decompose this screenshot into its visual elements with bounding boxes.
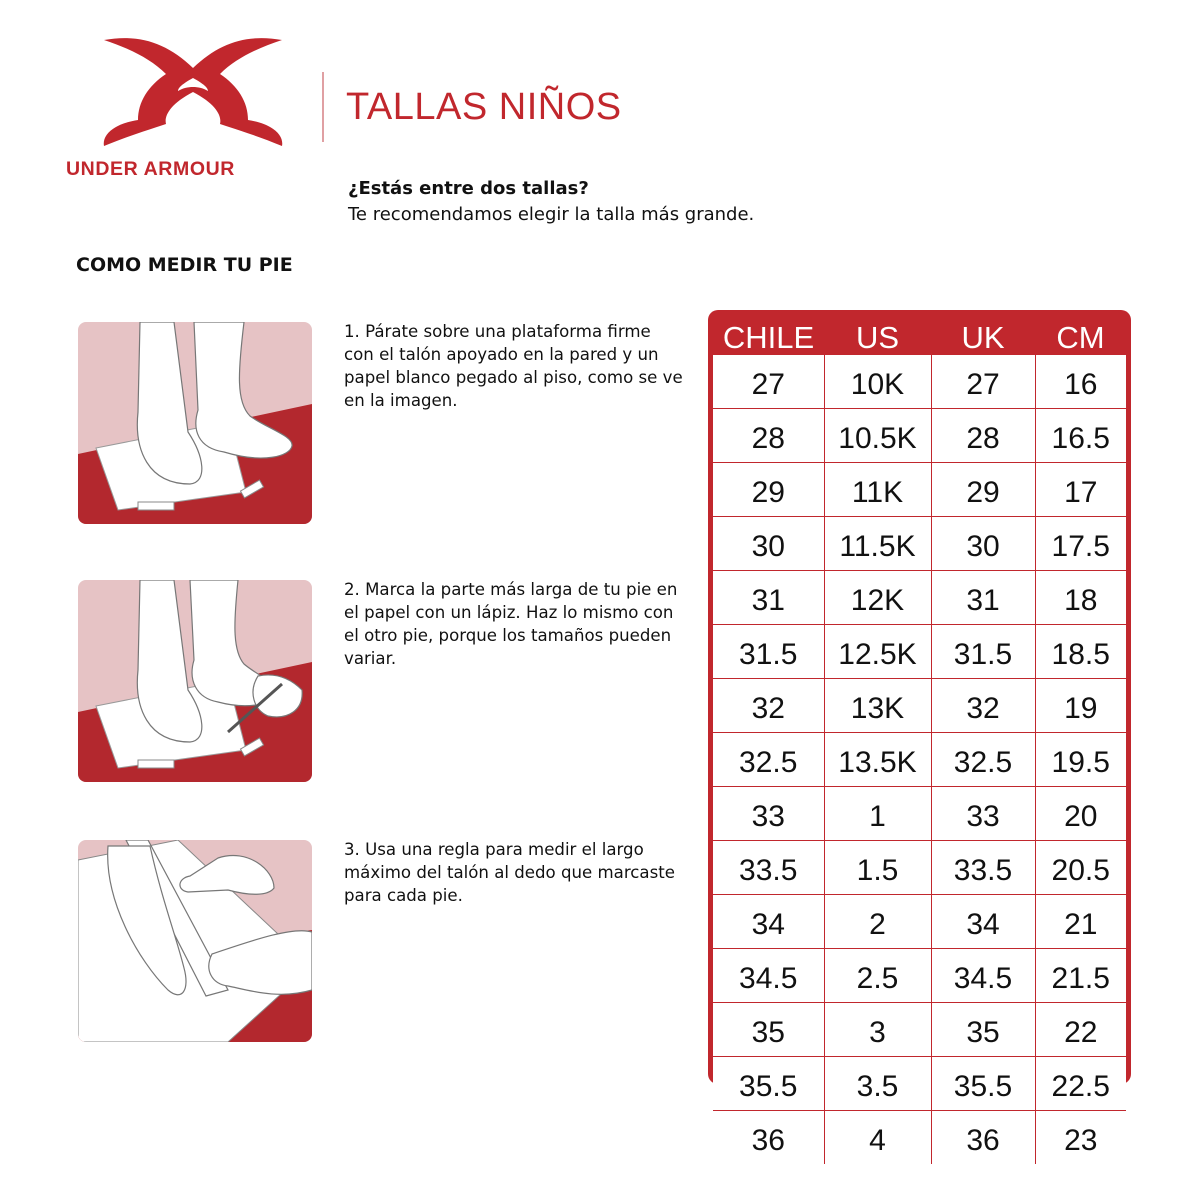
size-cell-us: 12.5K <box>824 625 931 679</box>
size-cell-chile: 33.5 <box>713 841 824 895</box>
size-cell-us: 1.5 <box>824 841 931 895</box>
size-cell-chile: 28 <box>713 409 824 463</box>
size-cell-cm: 21 <box>1035 895 1126 949</box>
header-divider <box>322 72 324 142</box>
table-row <box>713 733 1126 787</box>
size-cell-uk: 30 <box>931 517 1035 571</box>
feet-on-paper-illustration <box>78 322 312 524</box>
size-cell-cm: 17.5 <box>1035 517 1126 571</box>
column-header-chile: CHILE <box>722 320 815 355</box>
size-cell-us: 10K <box>824 355 931 409</box>
howto-heading: COMO MEDIR TU PIE <box>76 254 293 276</box>
column-header-us: US <box>855 320 900 355</box>
mark-foot-with-pencil-illustration <box>78 580 312 782</box>
size-cell-cm: 21.5 <box>1035 949 1126 1003</box>
size-cell-uk: 36 <box>931 1111 1035 1165</box>
size-cell-us: 3 <box>824 1003 931 1057</box>
size-cell-us: 2.5 <box>824 949 931 1003</box>
size-question: ¿Estás entre dos tallas? <box>348 178 589 199</box>
size-cell-cm: 22.5 <box>1035 1057 1126 1111</box>
size-cell-uk: 34 <box>931 895 1035 949</box>
size-cell-chile: 35.5 <box>713 1057 824 1111</box>
size-cell-chile: 31 <box>713 571 824 625</box>
size-cell-chile: 32 <box>713 679 824 733</box>
size-cell-us: 11K <box>824 463 931 517</box>
size-cell-cm: 18.5 <box>1035 625 1126 679</box>
size-cell-cm: 23 <box>1035 1111 1126 1165</box>
size-cell-cm: 16 <box>1035 355 1126 409</box>
size-cell-uk: 31 <box>931 571 1035 625</box>
size-cell-cm: 19.5 <box>1035 733 1126 787</box>
size-cell-cm: 17 <box>1035 463 1126 517</box>
table-row <box>713 787 1126 841</box>
size-cell-chile: 29 <box>713 463 824 517</box>
size-cell-us: 10.5K <box>824 409 931 463</box>
size-cell-us: 4 <box>824 1111 931 1165</box>
table-row <box>713 949 1126 1003</box>
size-cell-us: 1 <box>824 787 931 841</box>
size-cell-chile: 34.5 <box>713 949 824 1003</box>
size-cell-chile: 31.5 <box>713 625 824 679</box>
size-table-panel <box>708 310 1131 1157</box>
size-cell-uk: 27 <box>931 355 1035 409</box>
size-cell-us: 3.5 <box>824 1057 931 1111</box>
size-cell-cm: 18 <box>1035 571 1126 625</box>
size-cell-uk: 32 <box>931 679 1035 733</box>
step-2-text: 2. Marca la parte más larga de tu pie en el papel con un lápiz. Haz lo mismo con el otro pie, porque los tamaños pueden variar. <box>344 580 678 668</box>
table-row <box>713 355 1126 409</box>
size-cell-chile: 32.5 <box>713 733 824 787</box>
size-cell-cm: 20 <box>1035 787 1126 841</box>
table-row <box>713 409 1126 463</box>
size-cell-cm: 22 <box>1035 1003 1126 1057</box>
size-cell-us: 11.5K <box>824 517 931 571</box>
size-cell-chile: 35 <box>713 1003 824 1057</box>
table-row <box>713 625 1126 679</box>
size-cell-chile: 34 <box>713 895 824 949</box>
table-row <box>713 517 1126 571</box>
measure-with-ruler-illustration <box>78 840 312 1042</box>
under-armour-logo-icon <box>98 32 288 150</box>
column-header-uk: UK <box>961 320 1005 355</box>
table-row <box>713 895 1126 949</box>
size-cell-uk: 34.5 <box>931 949 1035 1003</box>
size-cell-uk: 31.5 <box>931 625 1035 679</box>
brand-name: UNDER ARMOUR <box>66 158 235 180</box>
table-row <box>713 1111 1126 1165</box>
size-table <box>713 355 1126 1164</box>
table-row <box>713 1003 1126 1057</box>
size-cell-us: 2 <box>824 895 931 949</box>
size-cell-chile: 36 <box>713 1111 824 1165</box>
size-cell-us: 13K <box>824 679 931 733</box>
size-cell-cm: 20.5 <box>1035 841 1126 895</box>
table-row <box>713 463 1126 517</box>
column-header-cm: CM <box>1056 320 1105 355</box>
size-recommendation: Te recomendamos elegir la talla más grande. <box>348 204 755 225</box>
size-cell-uk: 28 <box>931 409 1035 463</box>
table-row <box>713 571 1126 625</box>
step-1-text: 1. Párate sobre una plataforma firme con el talón apoyado en la pared y un papel blanco pegado al piso, como se ve en la imagen. <box>344 322 683 410</box>
table-row <box>713 1057 1126 1111</box>
table-row <box>713 841 1126 895</box>
size-cell-cm: 19 <box>1035 679 1126 733</box>
size-cell-cm: 16.5 <box>1035 409 1126 463</box>
size-cell-uk: 33.5 <box>931 841 1035 895</box>
size-cell-chile: 27 <box>713 355 824 409</box>
size-cell-us: 13.5K <box>824 733 931 787</box>
step-3-text: 3. Usa una regla para medir el largo máximo del talón al dedo que marcaste para cada pie. <box>344 840 675 905</box>
size-cell-uk: 29 <box>931 463 1035 517</box>
size-cell-uk: 35.5 <box>931 1057 1035 1111</box>
size-cell-uk: 33 <box>931 787 1035 841</box>
page-title: TALLAS NIÑOS <box>346 86 622 128</box>
size-cell-us: 12K <box>824 571 931 625</box>
table-row <box>713 679 1126 733</box>
size-cell-chile: 33 <box>713 787 824 841</box>
size-cell-uk: 32.5 <box>931 733 1035 787</box>
size-cell-chile: 30 <box>713 517 824 571</box>
size-cell-uk: 35 <box>931 1003 1035 1057</box>
